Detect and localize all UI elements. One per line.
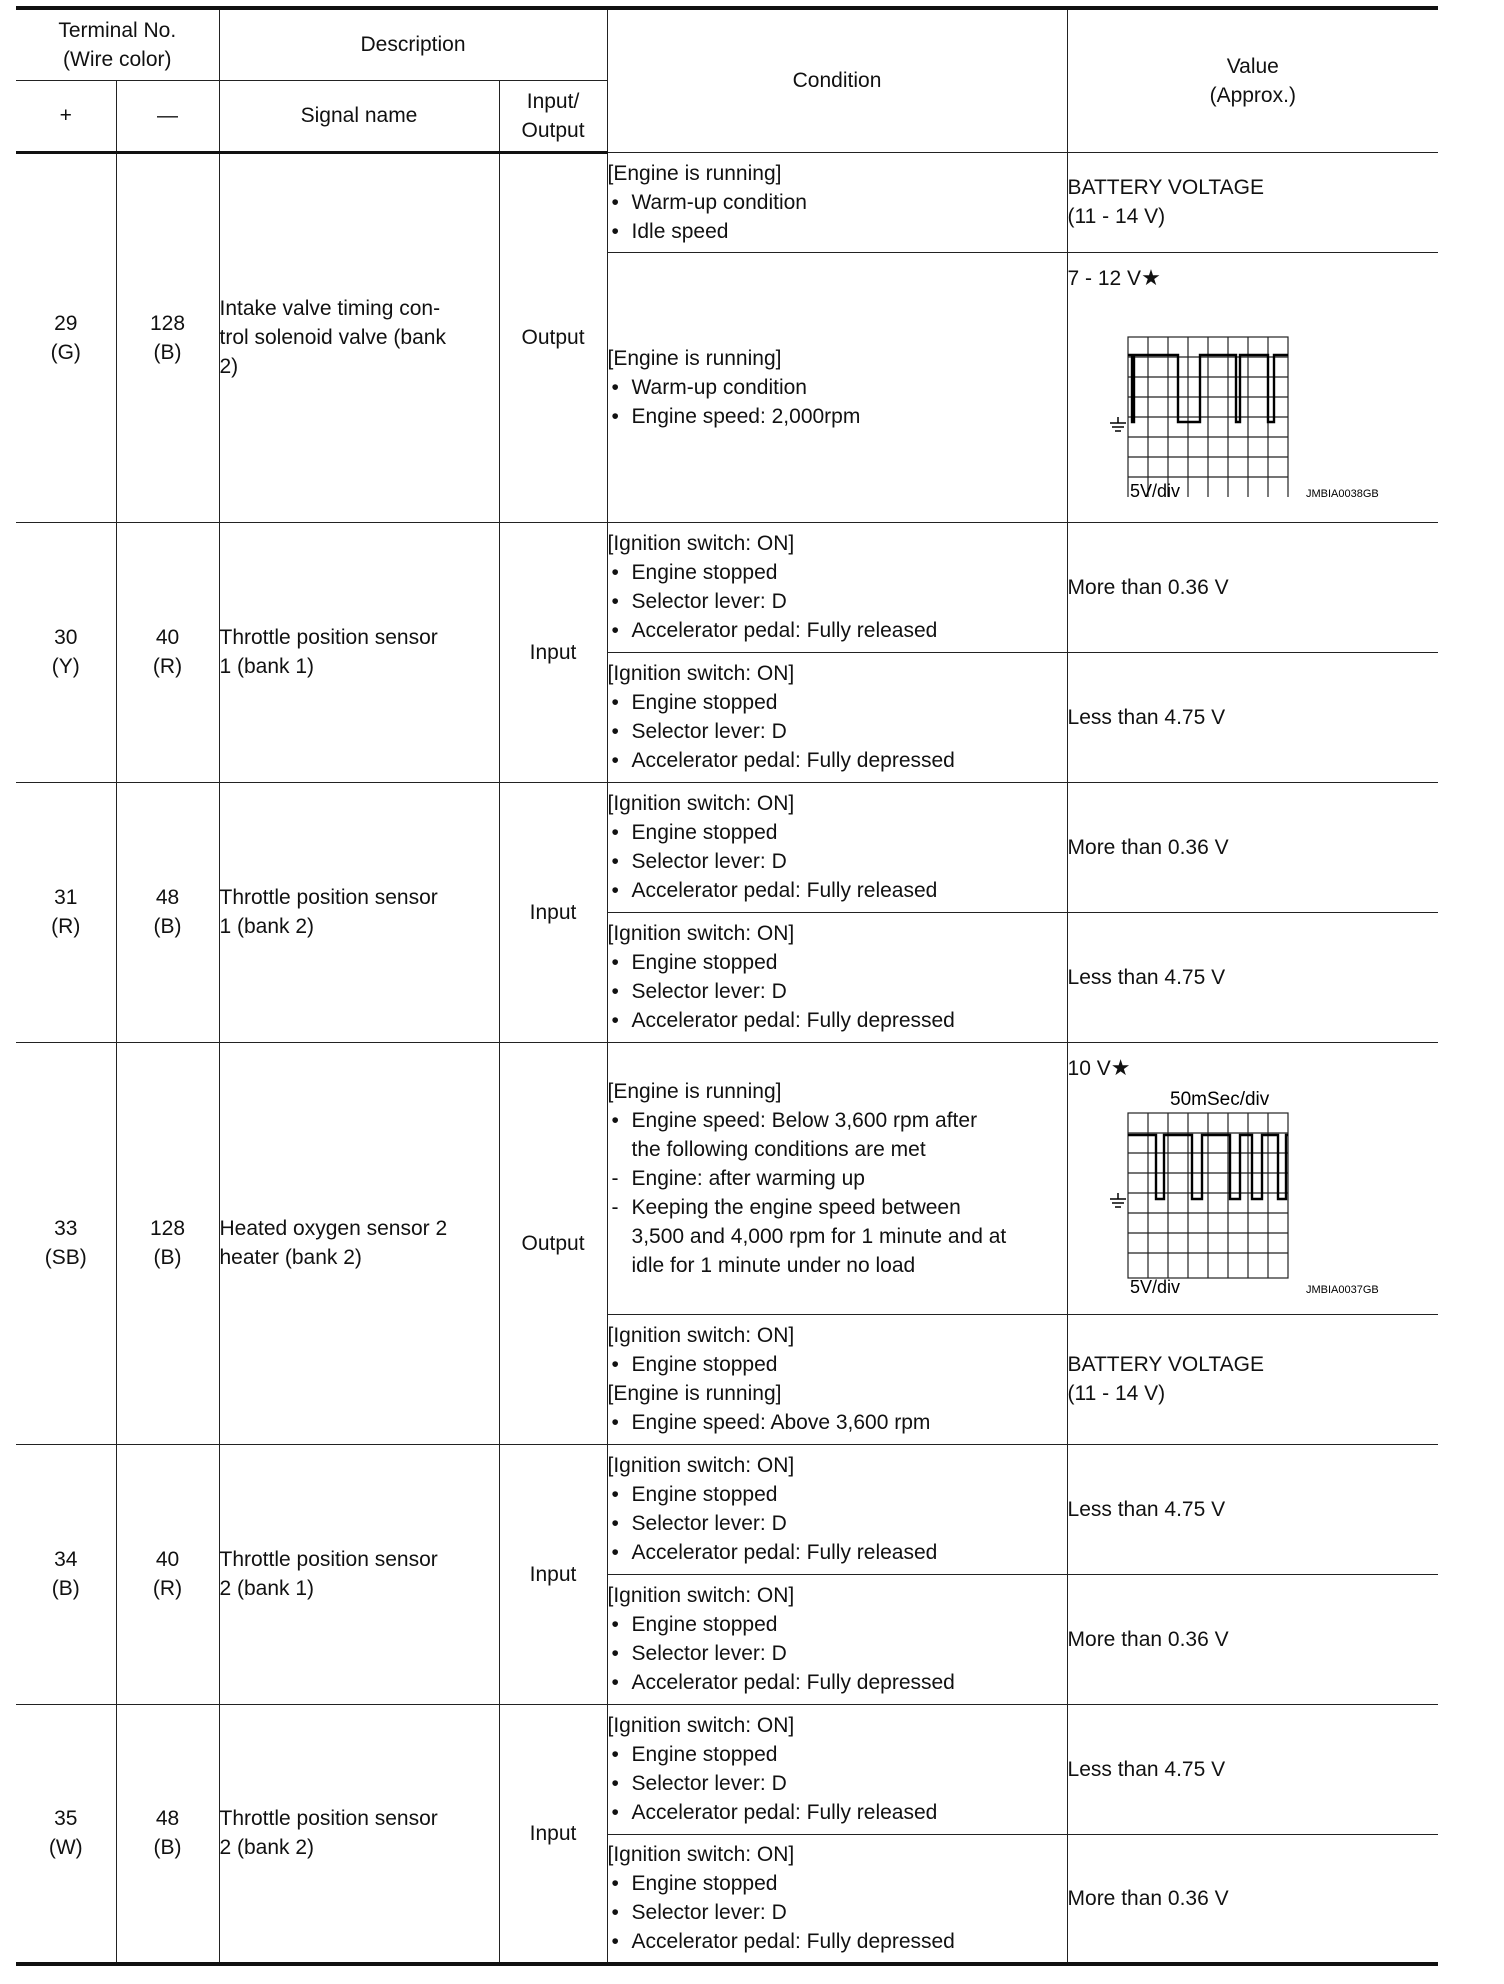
value-cell: Less than 4.75 V	[1067, 912, 1438, 1042]
condition-text: idle for 1 minute under no load	[631, 1253, 916, 1277]
io-cell: Input	[499, 1444, 607, 1704]
terminal-number: 40	[155, 1548, 180, 1571]
condition-text: - Keeping the engine speed between	[631, 1195, 961, 1219]
value-cell: More than 0.36 V	[1067, 1574, 1438, 1704]
wire-color: (Y)	[51, 655, 80, 678]
star-icon: ★	[1110, 1054, 1131, 1080]
signal-name-line: Heated oxygen sensor 2	[219, 1217, 448, 1240]
wire-color: (B)	[153, 915, 182, 938]
signal-name-cell	[219, 1704, 499, 1964]
terminal-no-label: Terminal No.	[58, 18, 177, 42]
condition-heading: [Ignition switch: ON]	[607, 792, 795, 815]
value-cell	[1067, 252, 1438, 522]
condition-bullet: • Selector lever: D	[608, 847, 1067, 876]
wire-color-label: (Wire color)	[63, 47, 172, 71]
condition-heading: [Ignition switch: ON]	[607, 1324, 795, 1347]
condition-bullet: • Engine stopped	[608, 948, 1067, 977]
signal-name-cell	[219, 782, 499, 1042]
condition-bullet: • Warm-up condition	[608, 188, 1067, 217]
signal-name-line: 1 (bank 2)	[219, 915, 315, 938]
value-approx-label: (Approx.)	[1209, 83, 1296, 107]
terminal-number: 128	[149, 311, 186, 335]
value-label: Value	[1226, 54, 1279, 78]
condition-bullet: • Engine stopped	[608, 1610, 1067, 1639]
table-row	[16, 1042, 1438, 1314]
signal-name-line: trol solenoid valve (bank	[219, 326, 446, 349]
plus-terminal-cell	[16, 1704, 116, 1964]
condition-cell	[607, 152, 1067, 252]
input-label: Input/	[526, 89, 580, 113]
condition-text: the following conditions are met	[631, 1137, 926, 1161]
condition-bullet: • Accelerator pedal: Fully depressed	[608, 1668, 1067, 1697]
condition-cell	[607, 1834, 1067, 1964]
signal-name-line: 2 (bank 2)	[219, 1836, 315, 1860]
signal-name-cell	[219, 522, 499, 782]
condition-cell	[607, 782, 1067, 912]
signal-name-header: Signal name	[219, 80, 499, 152]
condition-bullet: • Engine stopped	[608, 1350, 1067, 1379]
minus-terminal-cell	[116, 1704, 219, 1964]
description-header: Description	[219, 8, 607, 80]
plus-terminal-cell	[16, 1444, 116, 1704]
condition-bullet: • Idle speed	[608, 217, 1067, 246]
plus-terminal-cell	[16, 522, 116, 782]
condition-cell	[607, 1444, 1067, 1574]
header-row-1	[16, 8, 1438, 80]
value-number: 10 V	[1067, 1056, 1111, 1080]
io-cell: Input	[499, 1704, 607, 1964]
value-text	[1068, 263, 1439, 293]
scope-scale-label: 5V/div	[1129, 1276, 1180, 1297]
condition-bullet	[608, 1106, 1067, 1164]
ground-icon	[1110, 1193, 1126, 1207]
output-label: Output	[521, 118, 585, 142]
signal-name-line: 2 (bank 1)	[219, 1577, 315, 1600]
value-text: (11 - 14 V)	[1067, 205, 1166, 228]
minus-terminal-cell	[116, 782, 219, 1042]
condition-heading: [Ignition switch: ON]	[607, 1584, 795, 1607]
terminal-no-header	[16, 8, 219, 80]
signal-name-line: 2)	[219, 355, 239, 378]
condition-bullet: • Engine stopped	[608, 1869, 1067, 1898]
io-cell: Output	[499, 152, 607, 522]
signal-name-cell	[219, 1042, 499, 1444]
io-cell: Input	[499, 782, 607, 1042]
condition-text: • Engine speed: Below 3,600 rpm after	[631, 1108, 978, 1132]
condition-heading: [Engine is running]	[607, 346, 782, 370]
condition-bullet: • Engine speed: 2,000rpm	[608, 402, 1067, 431]
terminal-number: 30	[54, 626, 78, 649]
condition-bullet: • Accelerator pedal: Fully depressed	[608, 1006, 1067, 1035]
wire-color: (SB)	[44, 1246, 87, 1269]
wire-color: (B)	[153, 1836, 182, 1860]
signal-name-line: Throttle position sensor	[219, 1807, 438, 1831]
terminal-number: 34	[54, 1548, 78, 1571]
plus-terminal-cell	[16, 1042, 116, 1444]
condition-bullet: • Accelerator pedal: Fully released	[608, 876, 1067, 905]
condition-heading: [Ignition switch: ON]	[607, 1714, 795, 1737]
waveform-figure	[1068, 1087, 1408, 1297]
scope-time-label: 50mSec/div	[1169, 1088, 1269, 1110]
terminal-number: 31	[54, 886, 78, 909]
condition-heading: [Engine is running]	[607, 161, 782, 185]
oscilloscope-waveform	[1068, 297, 1439, 497]
condition-bullet: • Accelerator pedal: Fully released	[608, 1798, 1067, 1827]
signal-name-cell	[219, 152, 499, 522]
value-cell: Less than 4.75 V	[1067, 1704, 1438, 1834]
condition-bullet: • Engine stopped	[608, 688, 1067, 717]
minus-header: —	[116, 80, 219, 152]
condition-bullet: • Engine stopped	[608, 818, 1067, 847]
star-icon: ★	[1141, 264, 1161, 290]
scope-scale-label: 5V/div	[1129, 480, 1180, 497]
terminal-number: 33	[54, 1217, 78, 1240]
terminal-spec-table	[16, 6, 1438, 1966]
value-cell: More than 0.36 V	[1067, 782, 1438, 912]
oscilloscope-waveform	[1068, 1087, 1439, 1297]
value-header	[1067, 8, 1438, 152]
value-cell	[1067, 1042, 1438, 1314]
condition-heading: [Ignition switch: ON]	[607, 922, 795, 945]
value-number: 7 - 12 V	[1067, 266, 1142, 290]
signal-name-cell	[219, 1444, 499, 1704]
value-cell	[1067, 1314, 1438, 1444]
signal-name-line: Throttle position sensor	[219, 1548, 438, 1571]
wire-color: (R)	[152, 655, 183, 678]
condition-bullet: • Selector lever: D	[608, 1898, 1067, 1927]
condition-cell	[607, 1314, 1067, 1444]
condition-heading: [Ignition switch: ON]	[607, 1843, 795, 1867]
wire-color: (R)	[152, 1577, 183, 1600]
plus-terminal-cell	[16, 152, 116, 522]
table-row	[16, 1444, 1438, 1574]
minus-terminal-cell	[116, 1042, 219, 1444]
condition-cell	[607, 252, 1067, 522]
value-cell: Less than 4.75 V	[1067, 1444, 1438, 1574]
condition-cell	[607, 1574, 1067, 1704]
condition-bullet: • Accelerator pedal: Fully released	[608, 616, 1067, 645]
ground-icon	[1110, 417, 1126, 431]
wire-color: (B)	[153, 1246, 182, 1269]
condition-bullet: • Accelerator pedal: Fully depressed	[608, 1927, 1067, 1956]
terminal-number: 48	[155, 1807, 180, 1831]
condition-bullet: • Accelerator pedal: Fully depressed	[608, 746, 1067, 775]
condition-header: Condition	[607, 8, 1067, 152]
wire-color: (W)	[48, 1836, 83, 1860]
table-row	[16, 522, 1438, 652]
condition-bullet: • Engine stopped	[608, 558, 1067, 587]
value-text: BATTERY VOLTAGE	[1067, 1353, 1264, 1376]
terminal-number: 35	[54, 1807, 78, 1831]
condition-cell	[607, 1704, 1067, 1834]
terminal-number: 48	[155, 886, 180, 909]
condition-heading: [Engine is running]	[607, 1079, 782, 1103]
condition-bullet: • Selector lever: D	[608, 977, 1067, 1006]
condition-bullet: • Warm-up condition	[608, 373, 1067, 402]
condition-bullet: • Engine stopped	[608, 1480, 1067, 1509]
plus-terminal-cell	[16, 782, 116, 1042]
value-cell: Less than 4.75 V	[1067, 652, 1438, 782]
signal-name-line: Throttle position sensor	[219, 626, 438, 649]
condition-heading: [Ignition switch: ON]	[607, 1454, 795, 1477]
condition-bullet: • Engine speed: Above 3,600 rpm	[608, 1408, 1067, 1437]
minus-terminal-cell	[116, 152, 219, 522]
value-text: (11 - 14 V)	[1067, 1382, 1166, 1405]
value-text: BATTERY VOLTAGE	[1067, 176, 1264, 199]
condition-dash	[608, 1193, 1067, 1280]
condition-cell	[607, 522, 1067, 652]
condition-bullet: • Selector lever: D	[608, 1509, 1067, 1538]
wire-color: (G)	[50, 340, 81, 364]
table-row	[16, 782, 1438, 912]
terminal-number: 40	[155, 626, 180, 649]
figure-code-label: JMBIA0038GB	[1305, 487, 1379, 497]
terminal-number: 128	[149, 1217, 186, 1240]
value-text	[1068, 1053, 1439, 1083]
condition-heading: [Engine is running]	[607, 1382, 782, 1405]
condition-cell	[607, 652, 1067, 782]
minus-terminal-cell	[116, 522, 219, 782]
condition-bullet: • Selector lever: D	[608, 1769, 1067, 1798]
table-row	[16, 152, 1438, 252]
condition-cell	[607, 1042, 1067, 1314]
condition-bullet: • Selector lever: D	[608, 1639, 1067, 1668]
table-row	[16, 1704, 1438, 1834]
value-cell: More than 0.36 V	[1067, 1834, 1438, 1964]
condition-cell	[607, 912, 1067, 1042]
wire-color: (R)	[51, 915, 81, 938]
condition-dash: - Engine: after warming up	[608, 1164, 1067, 1193]
condition-bullet: • Engine stopped	[608, 1740, 1067, 1769]
wire-color: (B)	[51, 1577, 80, 1600]
io-cell: Output	[499, 1042, 607, 1444]
waveform-figure	[1068, 297, 1408, 497]
plus-header: +	[16, 80, 116, 152]
io-cell: Input	[499, 522, 607, 782]
input-output-header	[499, 80, 607, 152]
condition-bullet: • Selector lever: D	[608, 587, 1067, 616]
condition-bullet: • Accelerator pedal: Fully released	[608, 1538, 1067, 1567]
signal-name-line: Throttle position sensor	[219, 886, 438, 909]
signal-name-line: Intake valve timing con-	[219, 297, 441, 320]
value-cell	[1067, 152, 1438, 252]
condition-heading: [Ignition switch: ON]	[607, 532, 795, 555]
condition-bullet: • Selector lever: D	[608, 717, 1067, 746]
signal-name-line: 1 (bank 1)	[219, 655, 315, 678]
minus-terminal-cell	[116, 1444, 219, 1704]
terminal-number: 29	[54, 311, 78, 335]
value-cell: More than 0.36 V	[1067, 522, 1438, 652]
condition-heading: [Ignition switch: ON]	[607, 662, 795, 685]
figure-code-label: JMBIA0037GB	[1305, 1283, 1379, 1296]
condition-text: 3,500 and 4,000 rpm for 1 minute and at	[631, 1224, 1007, 1248]
signal-name-line: heater (bank 2)	[219, 1246, 362, 1269]
wire-color: (B)	[153, 340, 182, 364]
